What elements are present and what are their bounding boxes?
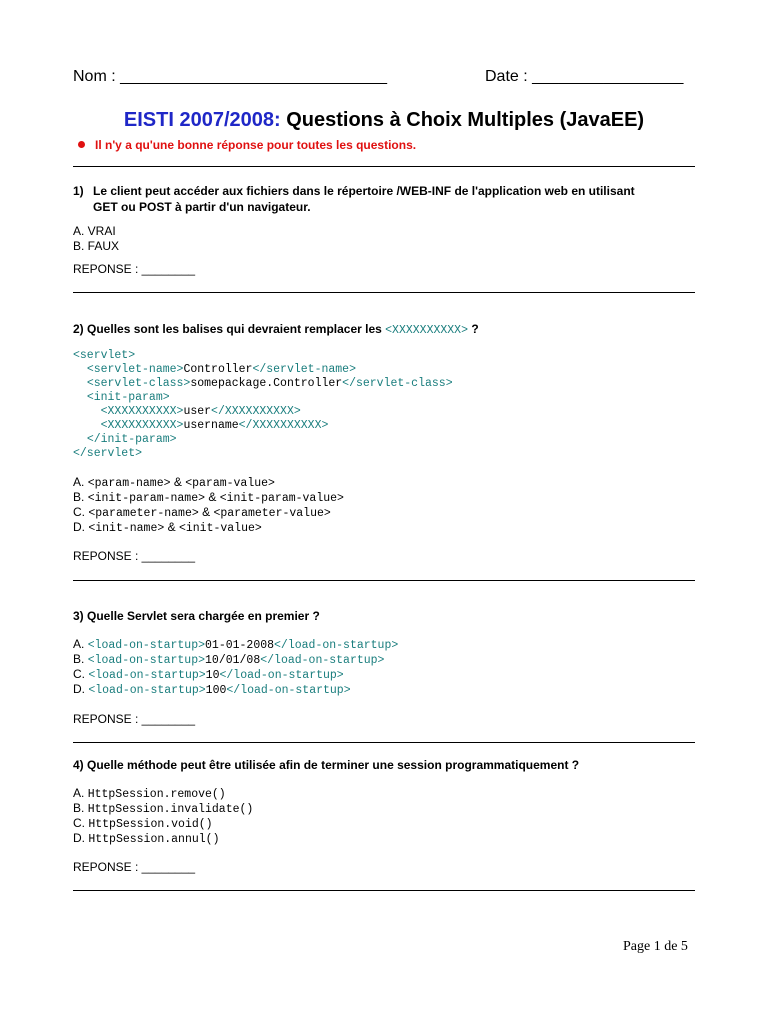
question-suffix: ?: [467, 322, 479, 336]
question-text: Le client peut accéder aux fichiers dans le répertoire /WEB-INF de l'application web en utilisant: [93, 184, 635, 198]
option-value: HttpSession.annul(): [88, 833, 220, 846]
option-value: 100: [205, 684, 227, 697]
code-tag: </init-param>: [86, 433, 177, 446]
page-title: [0, 109, 768, 132]
option-value: 10/01/08: [205, 654, 261, 667]
date-field: Date : _________________: [485, 68, 684, 85]
question-number: 4): [73, 758, 84, 772]
code-text: somepackage.Controller: [190, 377, 343, 390]
code-tag: </load-on-startup>: [274, 639, 399, 652]
question-3: [73, 608, 703, 624]
title-main: Questions à Choix Multiples (JavaEE): [280, 109, 645, 131]
code-tag: <init-param>: [86, 391, 170, 404]
question-text-cont: GET ou POST à partir d'un navigateur.: [93, 200, 311, 214]
question-text: Quelles sont les balises qui devraient remplacer les: [87, 322, 382, 336]
divider: [73, 890, 695, 891]
option-a: A. VRAI: [73, 224, 116, 238]
question-number: 1): [73, 184, 84, 198]
code-line-1: <servlet>: [73, 349, 136, 362]
option-b: B. FAUX: [73, 239, 120, 253]
option-letter: C.: [73, 667, 85, 681]
option-b: [73, 652, 384, 668]
option-letter: D.: [73, 682, 85, 696]
code-tag: </XXXXXXXXXX>: [211, 405, 301, 418]
code-text: Controller: [183, 363, 253, 376]
code-tag: </load-on-startup>: [226, 684, 351, 697]
option-letter: A.: [73, 475, 85, 489]
question-2: [73, 321, 703, 339]
ampersand: &: [173, 475, 182, 489]
option-value: 01-01-2008: [205, 639, 275, 652]
option-a: [73, 475, 275, 491]
divider: [73, 166, 695, 167]
option-c: [73, 816, 213, 832]
bullet-icon: [78, 141, 85, 148]
question-text: Quelle méthode peut être utilisée afin de terminer une session programmatiquement ?: [87, 758, 580, 772]
divider: [73, 292, 695, 293]
option-letter: D.: [73, 520, 85, 534]
option-letter: B.: [73, 652, 85, 666]
reponse-field: REPONSE : ________: [73, 860, 196, 874]
reponse-field: REPONSE : ________: [73, 712, 196, 726]
code-tag: </XXXXXXXXXX>: [238, 419, 329, 432]
option-letter: D.: [73, 831, 85, 845]
divider: [73, 580, 695, 581]
option-value: <parameter-value>: [213, 507, 331, 520]
option-value: <param-value>: [185, 477, 275, 490]
ampersand: &: [167, 520, 176, 534]
code-tag: </servlet-name>: [252, 363, 356, 376]
option-value: HttpSession.void(): [88, 818, 213, 831]
option-value: <init-name>: [88, 522, 165, 535]
option-c: [73, 667, 344, 683]
code-tag: <load-on-startup>: [88, 669, 206, 682]
option-d: [73, 682, 351, 698]
code-text: user: [183, 405, 212, 418]
code-block: [73, 349, 453, 461]
option-letter: A.: [73, 786, 85, 800]
divider: [73, 742, 695, 743]
option-a: [73, 637, 398, 653]
question-4: [73, 757, 703, 773]
option-letter: C.: [73, 816, 85, 830]
question-text: Quelle Servlet sera chargée en premier ?: [87, 609, 320, 623]
option-d: [73, 831, 219, 847]
code-tag: <load-on-startup>: [87, 639, 206, 652]
code-tag: </servlet>: [73, 447, 143, 460]
option-a: [73, 786, 226, 802]
code-tag: <servlet-name>: [86, 363, 184, 376]
question-number: 3): [73, 609, 84, 623]
option-letter: B.: [73, 490, 85, 504]
option-value: 10: [205, 669, 220, 682]
option-value: <parameter-name>: [88, 507, 199, 520]
option-value: <param-name>: [87, 477, 171, 490]
code-tag: <load-on-startup>: [88, 684, 206, 697]
ampersand: &: [208, 490, 217, 504]
option-value: HttpSession.invalidate(): [87, 803, 254, 816]
code-tag: <servlet-class>: [86, 377, 191, 390]
option-c: [73, 505, 331, 521]
ampersand: &: [202, 505, 211, 519]
instruction-note: [78, 138, 416, 152]
reponse-field: REPONSE : ________: [73, 549, 196, 563]
question-1: [73, 183, 703, 215]
page-number: Page 1 de 5: [623, 939, 688, 954]
code-tag: <load-on-startup>: [87, 654, 206, 667]
code-tag: <XXXXXXXXXX>: [100, 419, 184, 432]
option-d: [73, 520, 262, 536]
code-tag: <XXXXXXXXXX>: [100, 405, 184, 418]
option-b: [73, 490, 344, 506]
option-value: HttpSession.remove(): [87, 788, 226, 801]
option-b: [73, 801, 253, 817]
option-value: <init-value>: [178, 522, 262, 535]
option-value: <init-param-value>: [219, 492, 344, 505]
reponse-field: REPONSE : ________: [73, 262, 196, 276]
option-value: <init-param-name>: [87, 492, 206, 505]
code-text: username: [183, 419, 239, 432]
code-tag: </servlet-class>: [342, 377, 453, 390]
option-letter: C.: [73, 505, 85, 519]
nom-field: Nom : ______________________________: [73, 68, 388, 85]
option-letter: A.: [73, 637, 85, 651]
question-tag: <XXXXXXXXXX>: [385, 324, 468, 337]
question-number: 2): [73, 322, 84, 336]
title-prefix: EISTI 2007/2008:: [123, 109, 281, 131]
code-tag: </load-on-startup>: [219, 669, 344, 682]
code-tag: </load-on-startup>: [260, 654, 385, 667]
note-text: Il n'y a qu'une bonne réponse pour toutes les questions.: [95, 138, 417, 152]
option-letter: B.: [73, 801, 85, 815]
